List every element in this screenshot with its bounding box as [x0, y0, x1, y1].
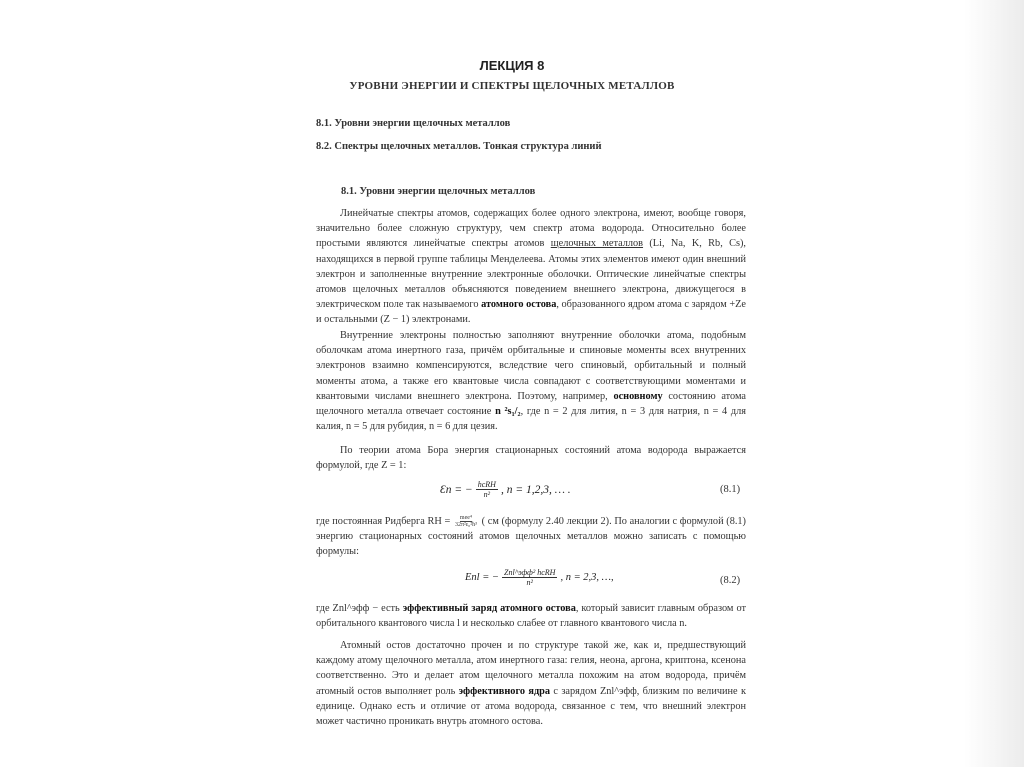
paragraph-2: Внутренние электроны полностью заполняют внутренние оболочки атома, подобным оболочкам атома инертного газа, причём орбитальные и спиновые моменты всех внутренних электронов взаимно компенсируются, вследствие чего спиновый, орбитальный и полный моменты атома, а также его квантовые числа совпадают с соответствующими моментами и квантовыми числами внешнего электрона. Поэтому, например, основному состоянию атома щелочного металла отвечает состояние n ²s₁/₂, где n = 2 для лития, n = 3 для натрия, n = 4 для калия, n = 5 для рубидия, n = 6 для цезия.	[316, 330, 746, 433]
paragraph-4: где постоянная Ридберга RH = $\frac{\text{meе⁴}}{\text{32π²ε₀²ħ³}}$ ( см (формулу 2.40 лекции 2). По аналогии с формулой (8.1) энергию стационарных состояний атомов щелочных металлов можно записать с помощью формулы:	[316, 515, 746, 558]
equation-number-8-2: (8.2)	[720, 575, 741, 586]
lecture-title: ЛЕКЦИЯ 8	[479, 58, 545, 73]
formula-8-2: Enl = − $\frac{\text{Znl\textasciicircum{}эфф² hcRH}}{\text{n²}}$ , n = 2,3, …,	[465, 568, 614, 587]
paragraph-6: Атомный остов достаточно прочен и по структуре такой же, как и, предшествующий каждому атому щелочного металла, атом инертного газа: гелия, неона, аргона, криптона, ксенона соответственно. Это и делает атом щелочного металла похожим на атом водорода, причём атомный остов выполняет роль эффективного ядра с зарядом Znl^эфф, близким по величине к единице. Однако есть и отличие от атома водорода, связанное с тем, что внешний электрон может частично проникать внутрь атомного остова.	[316, 640, 746, 728]
paragraph-1: Линейчатые спектры атомов, содержащих более одного электрона, имеют, вообще говоря, значительно более сложную структуру, чем спектр атома водорода. Относительно более простыми являются линейчатые спектры атомов щелочных металлов (Li, Na, K, Rb, Cs), находящихся в первой группе таблицы Менделеева. Атомы этих элементов имеют один внешний электрон и заполненные внутренние электронные оболочки. Оптические линейчатые спектры атомов щелочных металлов объясняются поведением внешнего электрона, движущегося в электрическом поле так называемого атомного остова, образованного ядром атома с зарядом +Ze и остальными (Z − 1) электронами.	[316, 208, 747, 326]
alkali-metals-link[interactable]: щелочных металлов	[550, 238, 644, 250]
toc-item-8-2: 8.2. Спектры щелочных металлов. Тонкая структура линий	[316, 141, 602, 152]
paragraph-5: где Znl^эфф − есть эффективный заряд атомного остова, который зависит главным образом от орбитального квантового числа l и несколько слабее от главного квантового числа n.	[316, 603, 746, 630]
equation-number-8-1: (8.1)	[720, 484, 741, 495]
lecture-subtitle: УРОВНИ ЭНЕРГИИ И СПЕКТРЫ ЩЕЛОЧНЫХ МЕТАЛЛОВ	[349, 80, 675, 92]
toc-item-8-1: 8.1. Уровни энергии щелочных металлов	[316, 118, 511, 129]
formula-8-1: Ɛn = − $\frac{\text{hcRH}}{\text{n²}}$ , n = 1,2,3, … .	[440, 480, 571, 499]
paragraph-3: По теории атома Бора энергия стационарных состояний атома водорода выражается формулой, где Z = 1:	[316, 445, 746, 472]
section-heading: 8.1. Уровни энергии щелочных металлов	[341, 186, 536, 197]
